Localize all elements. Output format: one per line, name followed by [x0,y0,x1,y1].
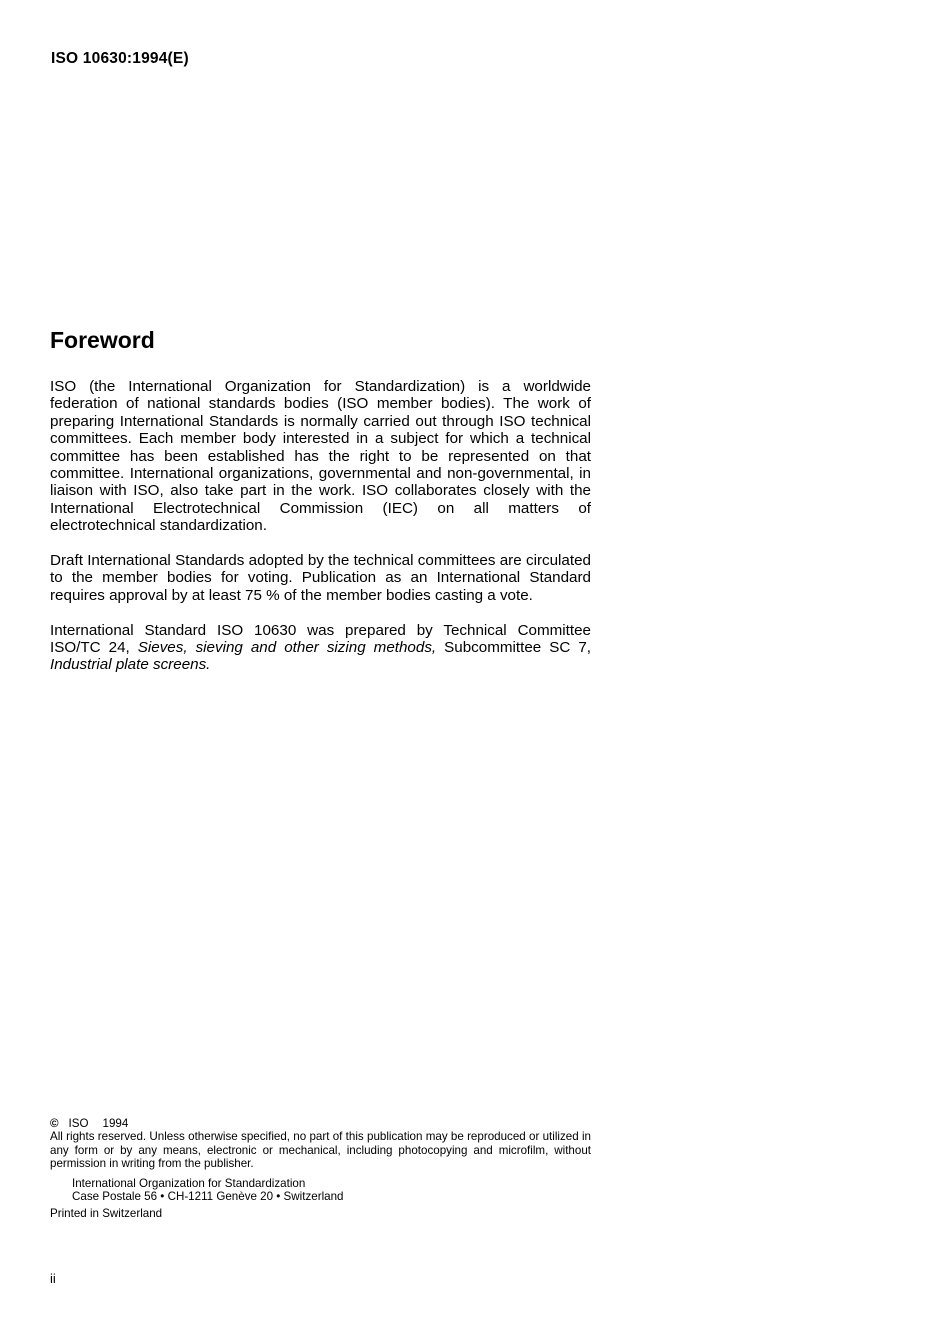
copyright-year: 1994 [102,1117,129,1130]
copyright-org: ISO [68,1117,89,1130]
copyright-block [50,1117,591,1221]
foreword-body [50,378,591,691]
document-identifier: ISO 10630:1994(E) [51,50,189,67]
address-line-2: Case Postale 56 • CH-1211 Genève 20 • Switzerland [72,1190,344,1204]
foreword-paragraph-2: Draft International Standards adopted by the technical committees are circulated to the member bodies for voting. Publication as an International Standard requires approval by at least 75 % of the member bodies casting a vote. [50,552,591,604]
foreword-paragraph-3 [50,622,591,674]
address-line-1: International Organization for Standardization [72,1176,306,1190]
foreword-paragraph-1: ISO (the International Organization for Standardization) is a worldwide federation of national standards bodies (ISO member bodies). The work of preparing International Standards is normally carried out through ISO technical committees. Each member body interested in a subject for which a technical committee has been established has the right to be represented on that committee. International organizations, governmental and non-governmental, in liaison with ISO, also take part in the work. ISO collaborates closely with the International Electrotechnical Commission (IEC) on all matters of electrotechnical standardization. [50,378,591,535]
foreword-heading: Foreword [50,327,155,353]
copyright-icon: © [50,1117,59,1130]
paragraph-3-text-b: Subcommittee SC 7, [436,639,591,657]
publisher-address [72,1177,591,1204]
page-number: ii [50,1271,56,1286]
committee-title: Sieves, sieving and other sizing methods, [137,639,437,657]
paragraph-3-text-a: International Standard ISO 10630 was prepared by Technical Committee ISO/TC 24, [50,621,591,657]
copyright-line [50,1117,591,1130]
rights-statement: All rights reserved. Unless otherwise specified, no part of this publication may be reproduced or utilized in any form or by any means, electronic or mechanical, including photocopying and microfilm, without permission in writing from the publisher. [50,1130,591,1171]
subcommittee-title: Industrial plate screens. [50,656,211,674]
printed-in: Printed in Switzerland [50,1207,163,1221]
